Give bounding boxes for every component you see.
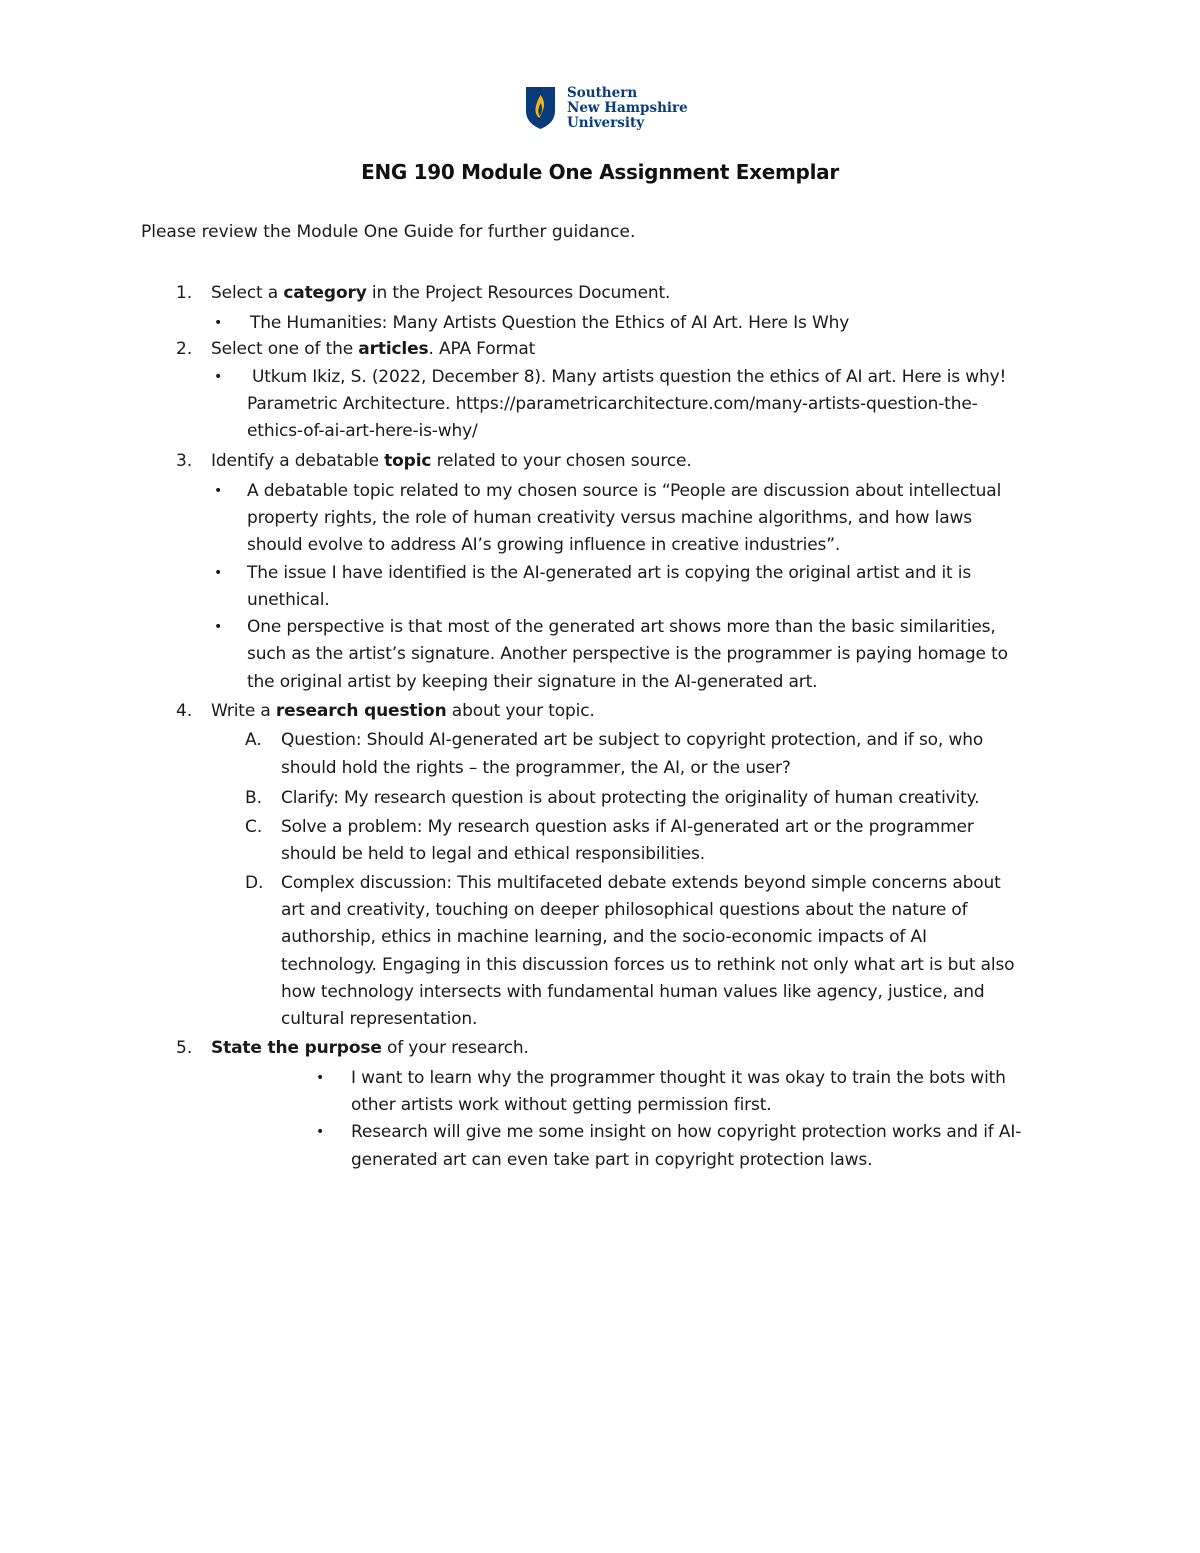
flame-shield-icon (524, 85, 557, 131)
sub-item-line: the original artist by keeping their signature in the AI-generated art. (247, 672, 818, 692)
page-title: ENG 190 Module One Assignment Exemplar (361, 160, 839, 184)
bullet-icon: • (214, 619, 223, 635)
sub-item-line: Clarify: My research question is about protecting the originality of human creativity. (281, 788, 980, 808)
letter-marker: C. (245, 817, 263, 837)
sub-item-line: should be held to legal and ethical responsibilities. (281, 844, 706, 864)
logo-line: Southern (567, 84, 638, 101)
sub-item-line: I want to learn why the programmer thought it was okay to train the bots with (351, 1068, 1006, 1088)
sub-item-line: A debatable topic related to my chosen source is “People are discussion about intellectual (247, 481, 1002, 501)
sub-item-line: Parametric Architecture. https://parametricarchitecture.com/many-artists-question-the- (247, 394, 978, 414)
sub-item-line: art and creativity, touching on deeper philosophical questions about the nature of (281, 900, 968, 920)
sub-item-line: unethical. (247, 590, 330, 610)
sub-item-line: One perspective is that most of the generated art shows more than the basic similarities, (247, 617, 996, 637)
intro-text: Please review the Module One Guide for further guidance. (141, 222, 636, 242)
logo-line: New Hampshire (567, 99, 688, 116)
sub-item-line: cultural representation. (281, 1009, 478, 1029)
sub-item-line: Utkum Ikiz, S. (2022, December 8). Many artists question the ethics of AI art. Here is why! (252, 367, 1007, 387)
letter-marker: A. (245, 730, 262, 750)
list-number: 1. (176, 283, 193, 303)
sub-item-line: how technology intersects with fundamental human values like agency, justice, and (281, 982, 985, 1002)
letter-marker: D. (245, 873, 264, 893)
sub-item-line: The issue I have identified is the AI-generated art is copying the original artist and it is (247, 563, 972, 583)
list-number: 4. (176, 701, 193, 721)
list-number: 3. (176, 451, 193, 471)
list-item-heading: Write a research question about your topic. (211, 701, 595, 721)
bullet-icon: • (214, 315, 223, 331)
sub-item-line: generated art can even take part in copyright protection laws. (351, 1150, 873, 1170)
list-item-heading: State the purpose of your research. (211, 1038, 529, 1058)
bullet-icon: • (214, 369, 223, 385)
bullet-icon: • (316, 1070, 325, 1086)
sub-item-line: The Humanities: Many Artists Question the Ethics of AI Art. Here Is Why (250, 313, 850, 333)
sub-item-line: ethics-of-ai-art-here-is-why/ (247, 421, 478, 441)
sub-item-line: should evolve to address AI’s growing influence in creative industries”. (247, 535, 841, 555)
sub-item-line: Complex discussion: This multifaceted debate extends beyond simple concerns about (281, 873, 1001, 893)
sub-item-line: Solve a problem: My research question asks if AI-generated art or the programmer (281, 817, 974, 837)
bullet-icon: • (316, 1124, 325, 1140)
list-item-heading: Select one of the articles. APA Format (211, 339, 536, 359)
sub-item-line: Question: Should AI-generated art be subject to copyright protection, and if so, who (281, 730, 984, 750)
sub-item-line: such as the artist’s signature. Another perspective is the programmer is paying homage to (247, 644, 1008, 664)
sub-item-line: authorship, ethics in machine learning, and the socio-economic impacts of AI (281, 927, 927, 947)
letter-marker: B. (245, 788, 263, 808)
sub-item-line: Research will give me some insight on how copyright protection works and if AI- (351, 1122, 1022, 1142)
bullet-icon: • (214, 483, 223, 499)
list-number: 2. (176, 339, 193, 359)
logo-wordmark (567, 86, 688, 131)
bullet-icon: • (214, 565, 223, 581)
university-logo (524, 84, 694, 132)
sub-item-line: property rights, the role of human creativity versus machine algorithms, and how laws (247, 508, 972, 528)
logo-line: University (567, 114, 645, 131)
list-item-heading: Identify a debatable topic related to your chosen source. (211, 451, 692, 471)
sub-item-line: other artists work without getting permission first. (351, 1095, 772, 1115)
list-item-heading: Select a category in the Project Resources Document. (211, 283, 671, 303)
sub-item-line: should hold the rights – the programmer, the AI, or the user? (281, 758, 791, 778)
list-number: 5. (176, 1038, 193, 1058)
sub-item-line: technology. Engaging in this discussion forces us to rethink not only what art is but also (281, 955, 1015, 975)
